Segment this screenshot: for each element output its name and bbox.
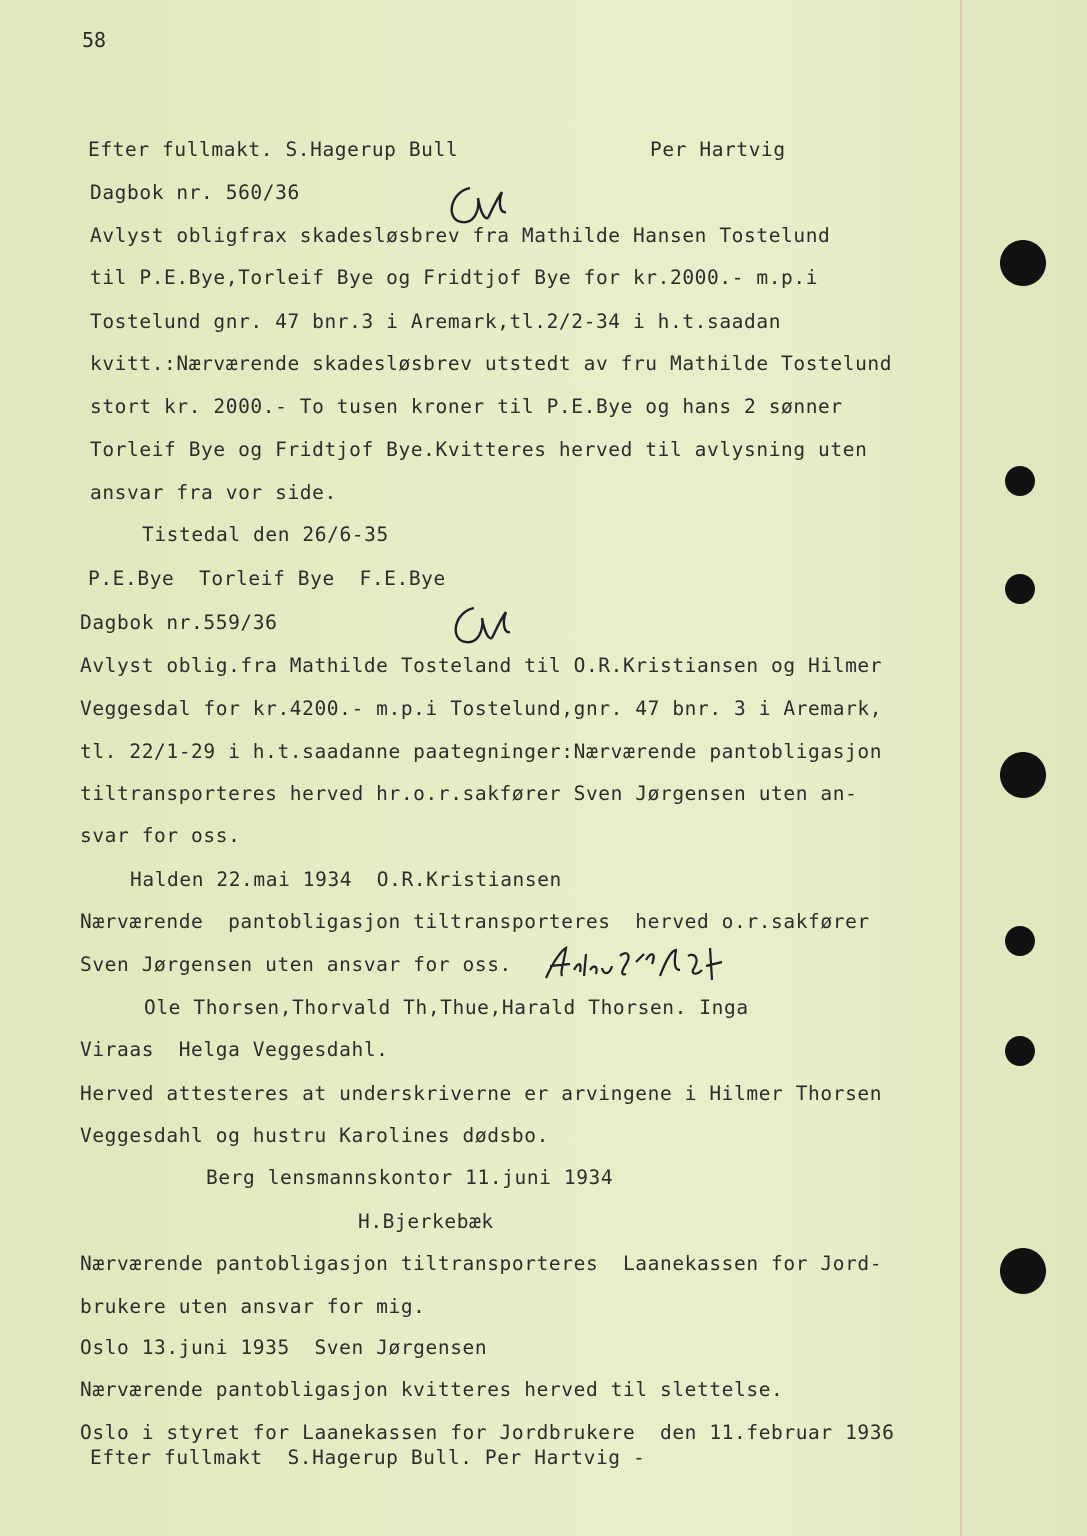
punch-hole [1000,752,1046,798]
margin-line [960,0,962,1536]
text-line: Torleif Bye og Fridtjof Bye.Kvitteres herved til avlysning uten [90,438,868,461]
text-line: Nærværende pantobligasjon kvitteres herved til slettelse. [80,1378,784,1401]
text-line: svar for oss. [80,824,241,847]
text-line: Ole Thorsen,Thorvald Th,Thue,Harald Thorsen. Inga [144,996,749,1019]
text-line: kvitt.:Nærværende skadesløsbrev utstedt av fru Mathilde Tostelund [90,352,893,375]
handwritten-initials [440,180,530,234]
text-line: Dagbok nr.559/36 [80,611,278,634]
text-line: Veggesdahl og hustru Karolines dødsbo. [80,1124,549,1147]
text-line: Oslo 13.juni 1935 Sven Jørgensen [80,1336,488,1359]
text-line: Veggesdal for kr.4200.- m.p.i Tostelund,gnr. 47 bnr. 3 i Aremark, [80,697,883,720]
text-line: Tistedal den 26/6-35 [142,523,389,546]
text-line: ansvar fra vor side. [90,481,337,504]
text-line: Dagbok nr. 560/36 [90,181,300,204]
text-line: Halden 22.mai 1934 O.R.Kristiansen [130,868,562,891]
text-line: Avlyst oblig.fra Mathilde Tosteland til O.R.Kristiansen og Hilmer [80,654,883,677]
text-line: P.E.Bye Torleif Bye F.E.Bye [88,567,446,590]
text-line: Efter fullmakt. S.Hagerup Bull [88,138,459,161]
punch-hole [1005,574,1035,604]
text-line: Per Hartvig [650,138,786,161]
text-line: Tostelund gnr. 47 bnr.3 i Aremark,tl.2/2-34 i h.t.saadan [90,310,782,333]
text-line: Nærværende pantobligasjon tiltransporteres Laanekassen for Jord- [80,1252,883,1275]
text-line: Berg lensmannskontor 11.juni 1934 [206,1166,614,1189]
text-line: Nærværende pantobligasjon tiltransporteres herved o.r.sakfører [80,910,870,933]
punch-hole [1005,926,1035,956]
punch-hole [1000,240,1046,286]
punch-hole [1000,1248,1046,1294]
text-line: Oslo i styret for Laanekassen for Jordbrukere den 11.februar 1936 [80,1421,895,1444]
page-number: 58 [82,28,107,52]
text-line: til P.E.Bye,Torleif Bye og Fridtjof Bye for kr.2000.- m.p.i [90,266,819,289]
text-line: stort kr. 2000.- To tusen kroner til P.E.Bye og hans 2 sønner [90,395,843,418]
text-line: tiltransporteres herved hr.o.r.sakfører Sven Jørgensen uten an- [80,782,858,805]
text-line: H.Bjerkebæk [358,1210,494,1233]
text-line: tl. 22/1-29 i h.t.saadanne paategninger:Nærværende pantobligasjon [80,740,883,763]
text-line: Sven Jørgensen uten ansvar for oss. [80,953,512,976]
punch-hole [1005,1036,1035,1066]
text-line: brukere uten ansvar for mig. [80,1295,426,1318]
punch-hole [1005,466,1035,496]
handwritten-signature [540,940,760,994]
text-line: Efter fullmakt S.Hagerup Bull. Per Hartvig - [90,1446,646,1469]
text-line: Avlyst obligfrax skadesløsbrev fra Mathilde Hansen Tostelund [90,224,831,247]
handwritten-initials [444,600,534,654]
text-line: Herved attesteres at underskriverne er arvingene i Hilmer Thorsen [80,1082,883,1105]
text-line: Viraas Helga Veggesdahl. [80,1038,389,1061]
